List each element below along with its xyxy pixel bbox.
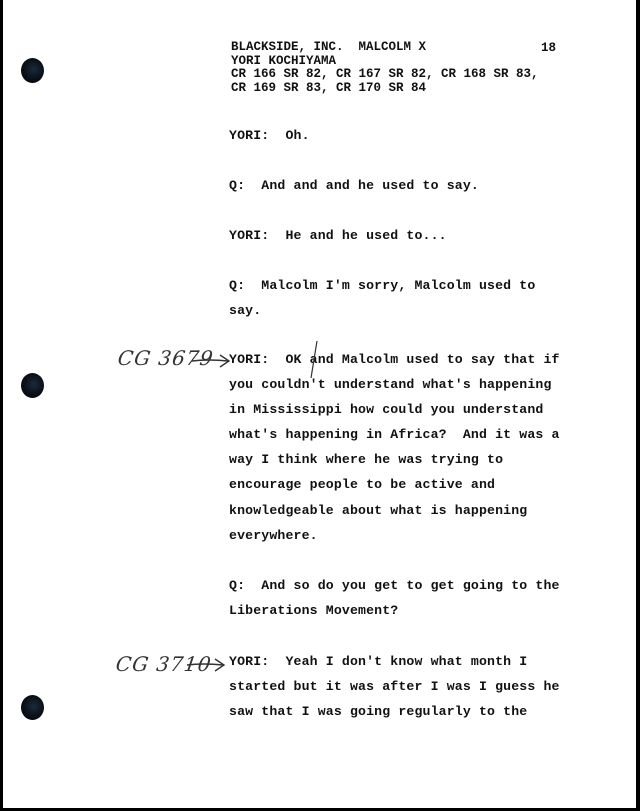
punch-hole-bottom — [21, 695, 44, 720]
transcript-line: Q: Malcolm I'm sorry, Malcolm used to — [229, 278, 536, 293]
transcript-line: encourage people to be active and — [229, 477, 496, 492]
punch-hole-middle — [21, 373, 44, 398]
header-rolls-2: CR 169 SR 83, CR 170 SR 84 — [231, 80, 427, 95]
header-title: BLACKSIDE, INC. MALCOLM X — [231, 40, 427, 54]
page-edge-right — [636, 0, 640, 811]
transcript-line: YORI: He and he used to... — [229, 228, 447, 243]
transcript-line: way I think where he was trying to — [229, 452, 504, 467]
transcript-line: Q: And and and he used to say. — [229, 178, 479, 193]
transcript-line: saw that I was going regularly to the — [229, 704, 528, 719]
transcript-line: YORI: OK and Malcolm used to say that if — [229, 352, 560, 367]
document-header — [231, 41, 539, 95]
page-edge-left — [0, 0, 3, 811]
transcript-line: YORI: Yeah I don't know what month I — [229, 654, 528, 669]
transcript-line: Q: And so do you get to get going to the — [229, 578, 560, 593]
handwritten-timecode-1: CG 3679 — [116, 346, 216, 370]
page-number: 18 — [541, 41, 557, 55]
pen-slash-mark — [308, 340, 320, 380]
transcript-line: in Mississippi how could you understand — [229, 402, 544, 417]
transcript-line: started but it was after I was I guess he — [229, 679, 560, 694]
arrow-icon — [185, 656, 227, 674]
transcript-line: say. — [229, 303, 262, 318]
transcript-line: knowledgeable about what is happening — [229, 503, 528, 518]
transcript-line: what's happening in Africa? And it was a — [229, 427, 560, 442]
transcript-line: Liberations Movement? — [229, 603, 399, 618]
transcript-line: everywhere. — [229, 528, 318, 543]
transcript-line: YORI: Oh. — [229, 128, 310, 143]
header-rolls-1: CR 166 SR 82, CR 167 SR 82, CR 168 SR 83, — [231, 67, 539, 81]
handwritten-timecode-2: CG 3710 — [114, 652, 214, 676]
arrow-icon — [190, 352, 232, 370]
punch-hole-top — [21, 58, 44, 83]
transcript-line: you couldn't understand what's happening — [229, 377, 552, 392]
header-subject: YORI KOCHIYAMA — [231, 53, 337, 68]
